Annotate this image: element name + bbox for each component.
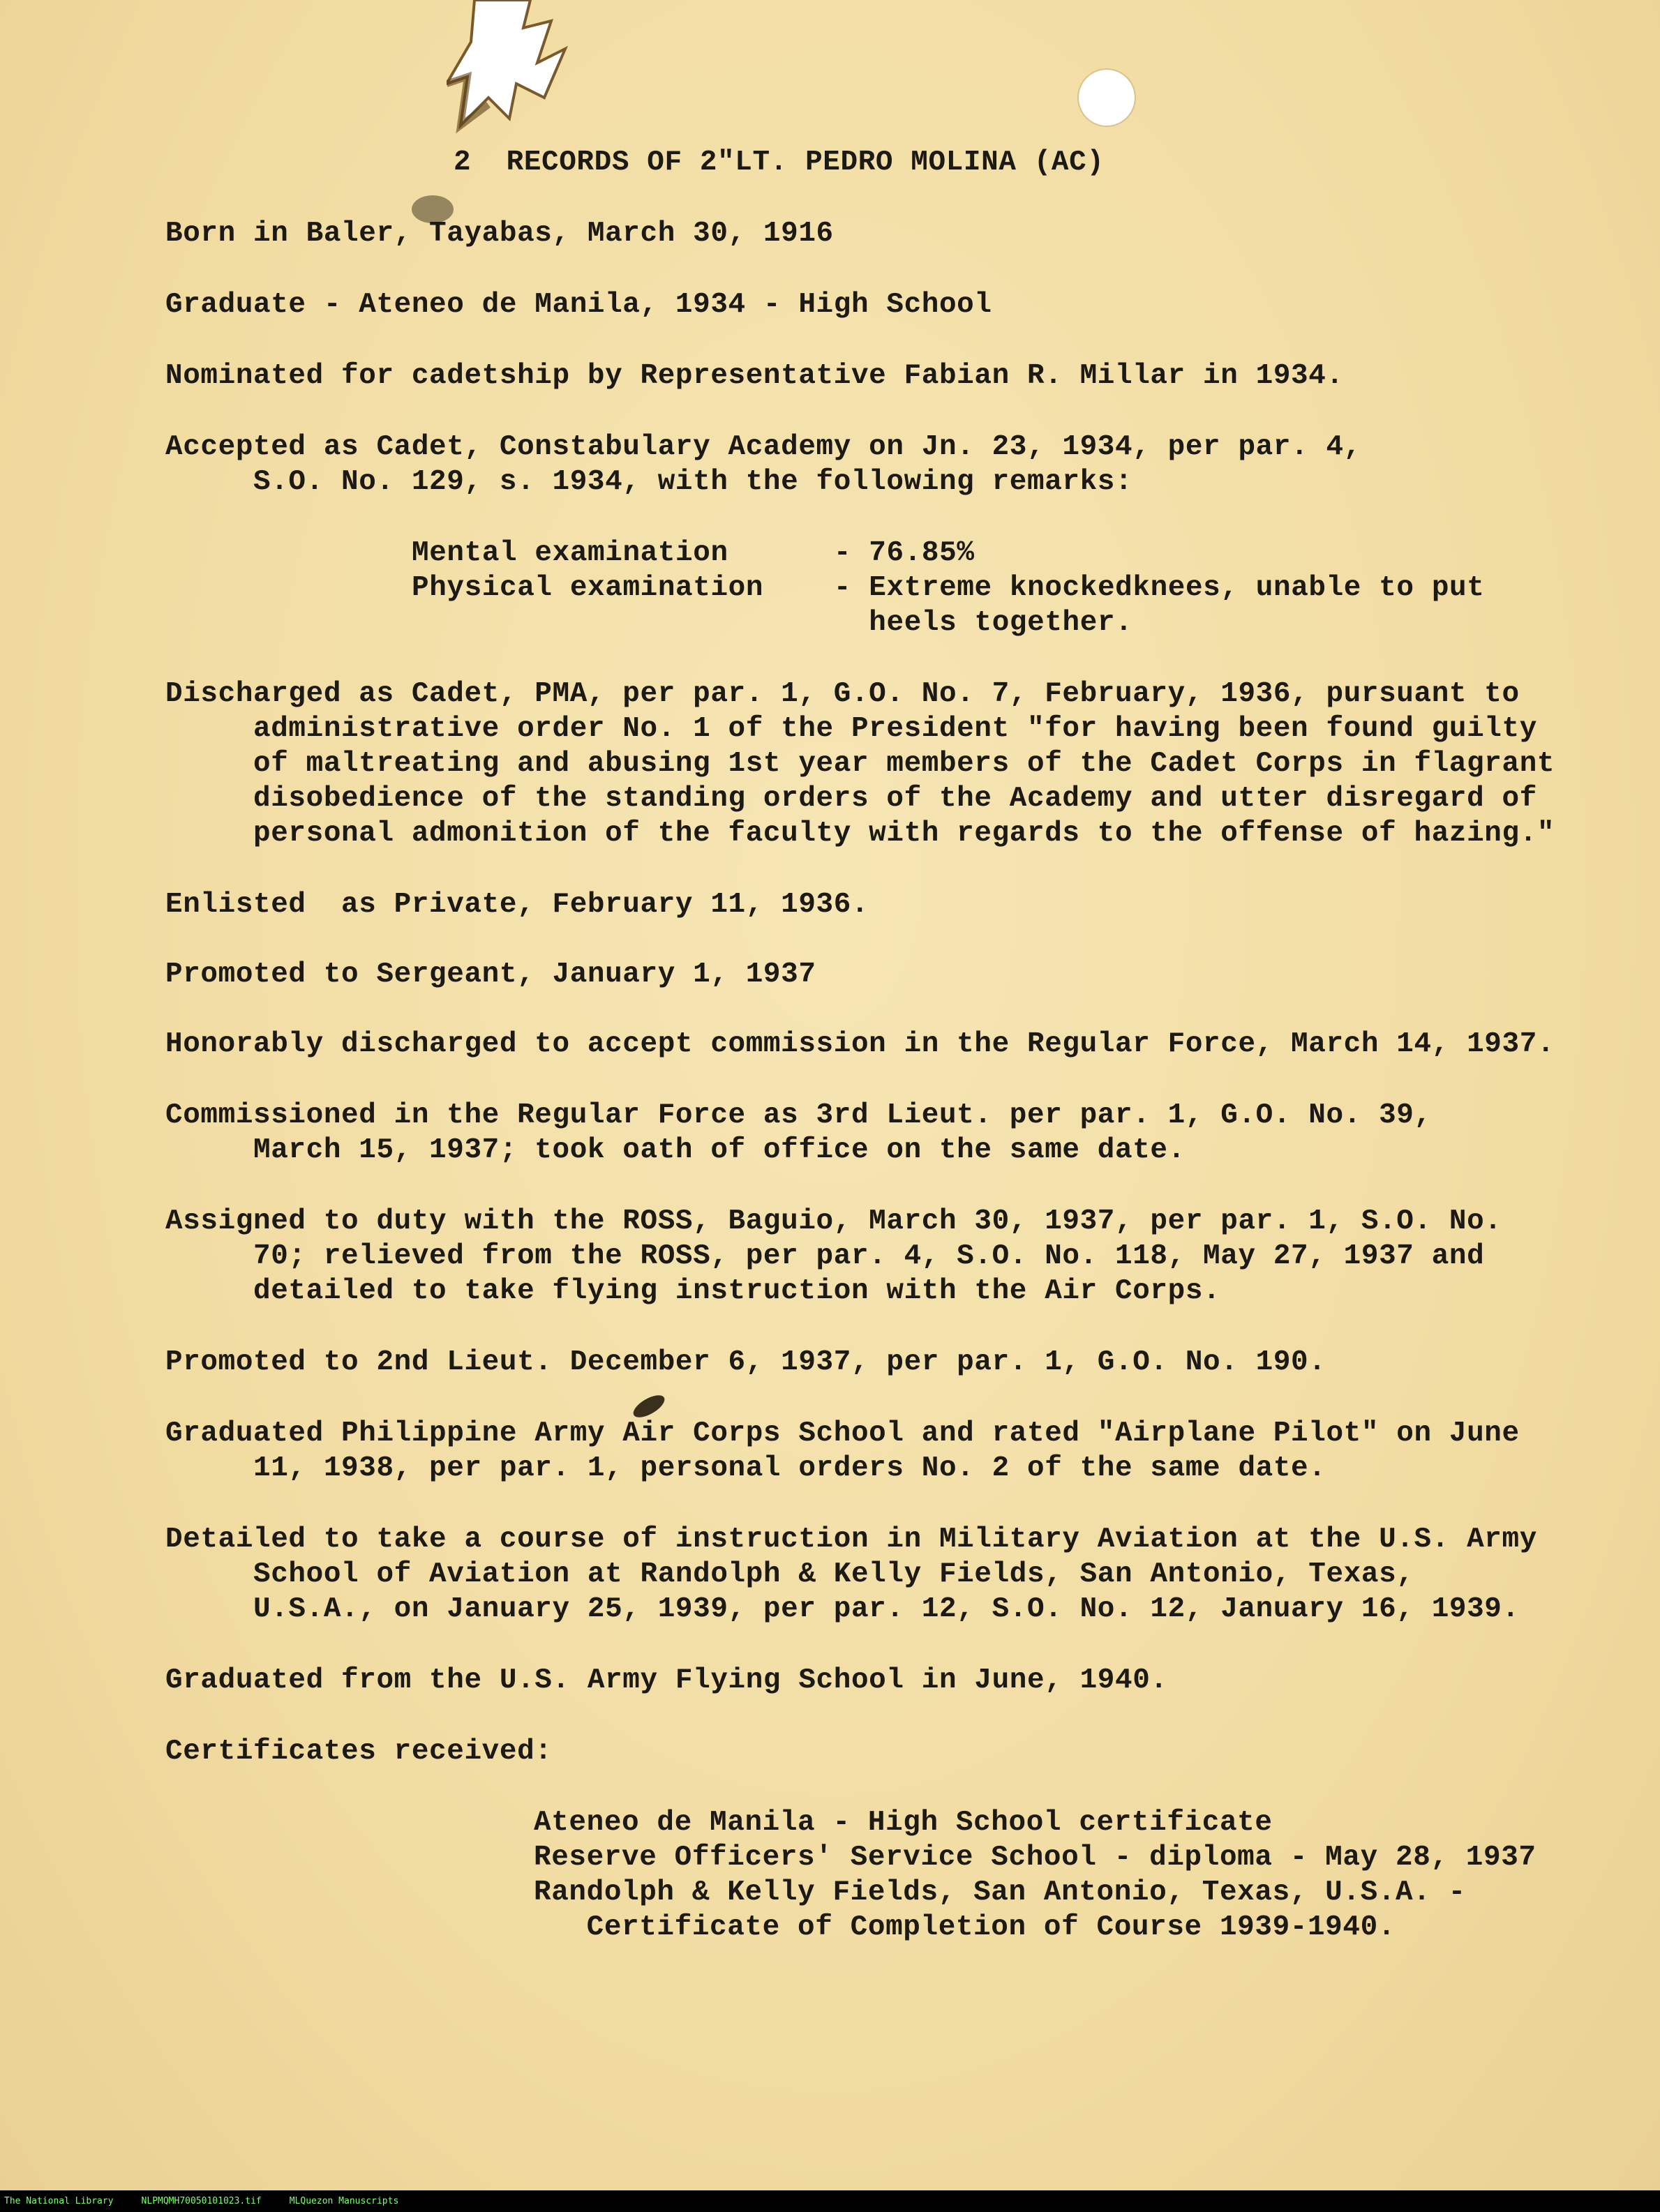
punch-hole [1079,70,1135,126]
record-line: Graduated from the U.S. Army Flying School in June, 1940. [165,1664,1168,1696]
torn-paper-mark [447,0,593,160]
page-title: 2 RECORDS OF 2"LT. PEDRO MOLINA (AC) [454,146,1105,179]
record-line: Physical examination - Extreme knockedknees, unable to put [412,572,1485,604]
record-line: 70; relieved from the ROSS, per par. 4, S.O. No. 118, May 27, 1937 and [165,1240,1485,1272]
certificate-line: Randolph & Kelly Fields, San Antonio, Texas, U.S.A. - [534,1876,1466,1909]
record-line: Assigned to duty with the ROSS, Baguio, March 30, 1937, per par. 1, S.O. No. [165,1205,1502,1237]
record-line: detailed to take flying instruction with the Air Corps. [165,1275,1221,1307]
record-line: Promoted to Sergeant, January 1, 1937 [165,958,816,991]
record-line: Graduated Philippine Army Air Corps School and rated "Airplane Pilot" on June [165,1417,1520,1450]
record-line: Accepted as Cadet, Constabulary Academy on Jn. 23, 1934, per par. 4, [165,431,1361,463]
archive-footer-bar [0,2190,1660,2212]
record-line: Born in Baler, Tayabas, March 30, 1916 [165,218,834,250]
certificate-line: Reserve Officers' Service School - diploma - May 28, 1937 [534,1842,1536,1874]
record-line: Mental examination - 76.85% [412,537,975,569]
record-line: Enlisted as Private, February 11, 1936. [165,889,869,921]
record-line: Commissioned in the Regular Force as 3rd Lieut. per par. 1, G.O. No. 39, [165,1099,1432,1131]
footer-library: The National Library [4,2196,114,2206]
record-line: Detailed to take a course of instruction in Military Aviation at the U.S. Army [165,1523,1537,1556]
record-line: S.O. No. 129, s. 1934, with the following remarks: [165,466,1133,498]
record-line: Honorably discharged to accept commission in the Regular Force, March 14, 1937. [165,1028,1555,1060]
record-line: Discharged as Cadet, PMA, per par. 1, G.O. No. 7, February, 1936, pursuant to [165,678,1520,710]
record-line: administrative order No. 1 of the President "for having been found guilty [165,713,1537,745]
record-line: disobedience of the standing orders of the Academy and utter disregard of [165,783,1537,815]
record-line: Nominated for cadetship by Representative Fabian R. Millar in 1934. [165,360,1344,392]
record-line: heels together. [412,607,1133,639]
certificate-line: Ateneo de Manila - High School certificate [534,1807,1273,1839]
record-line: Certificates received: [165,1736,553,1768]
record-line: Graduate - Ateneo de Manila, 1934 - High School [165,289,992,321]
record-line: of maltreating and abusing 1st year members of the Cadet Corps in flagrant [165,748,1555,780]
record-line: 11, 1938, per par. 1, personal orders No. 2 of the same date. [165,1452,1326,1484]
record-line: March 15, 1937; took oath of office on the same date. [165,1134,1186,1166]
record-line: School of Aviation at Randolph & Kelly Fields, San Antonio, Texas, [165,1558,1414,1590]
footer-collection: MLQuezon Manuscripts [289,2196,399,2206]
record-line: U.S.A., on January 25, 1939, per par. 12, S.O. No. 12, January 16, 1939. [165,1593,1520,1625]
certificate-line: Certificate of Completion of Course 1939-1940. [534,1911,1396,1943]
record-line: Promoted to 2nd Lieut. December 6, 1937, per par. 1, G.O. No. 190. [165,1346,1326,1378]
record-line: personal admonition of the faculty with regards to the offense of hazing." [165,818,1555,850]
footer-file: NLPMQMH70050101023.tif [141,2196,262,2206]
